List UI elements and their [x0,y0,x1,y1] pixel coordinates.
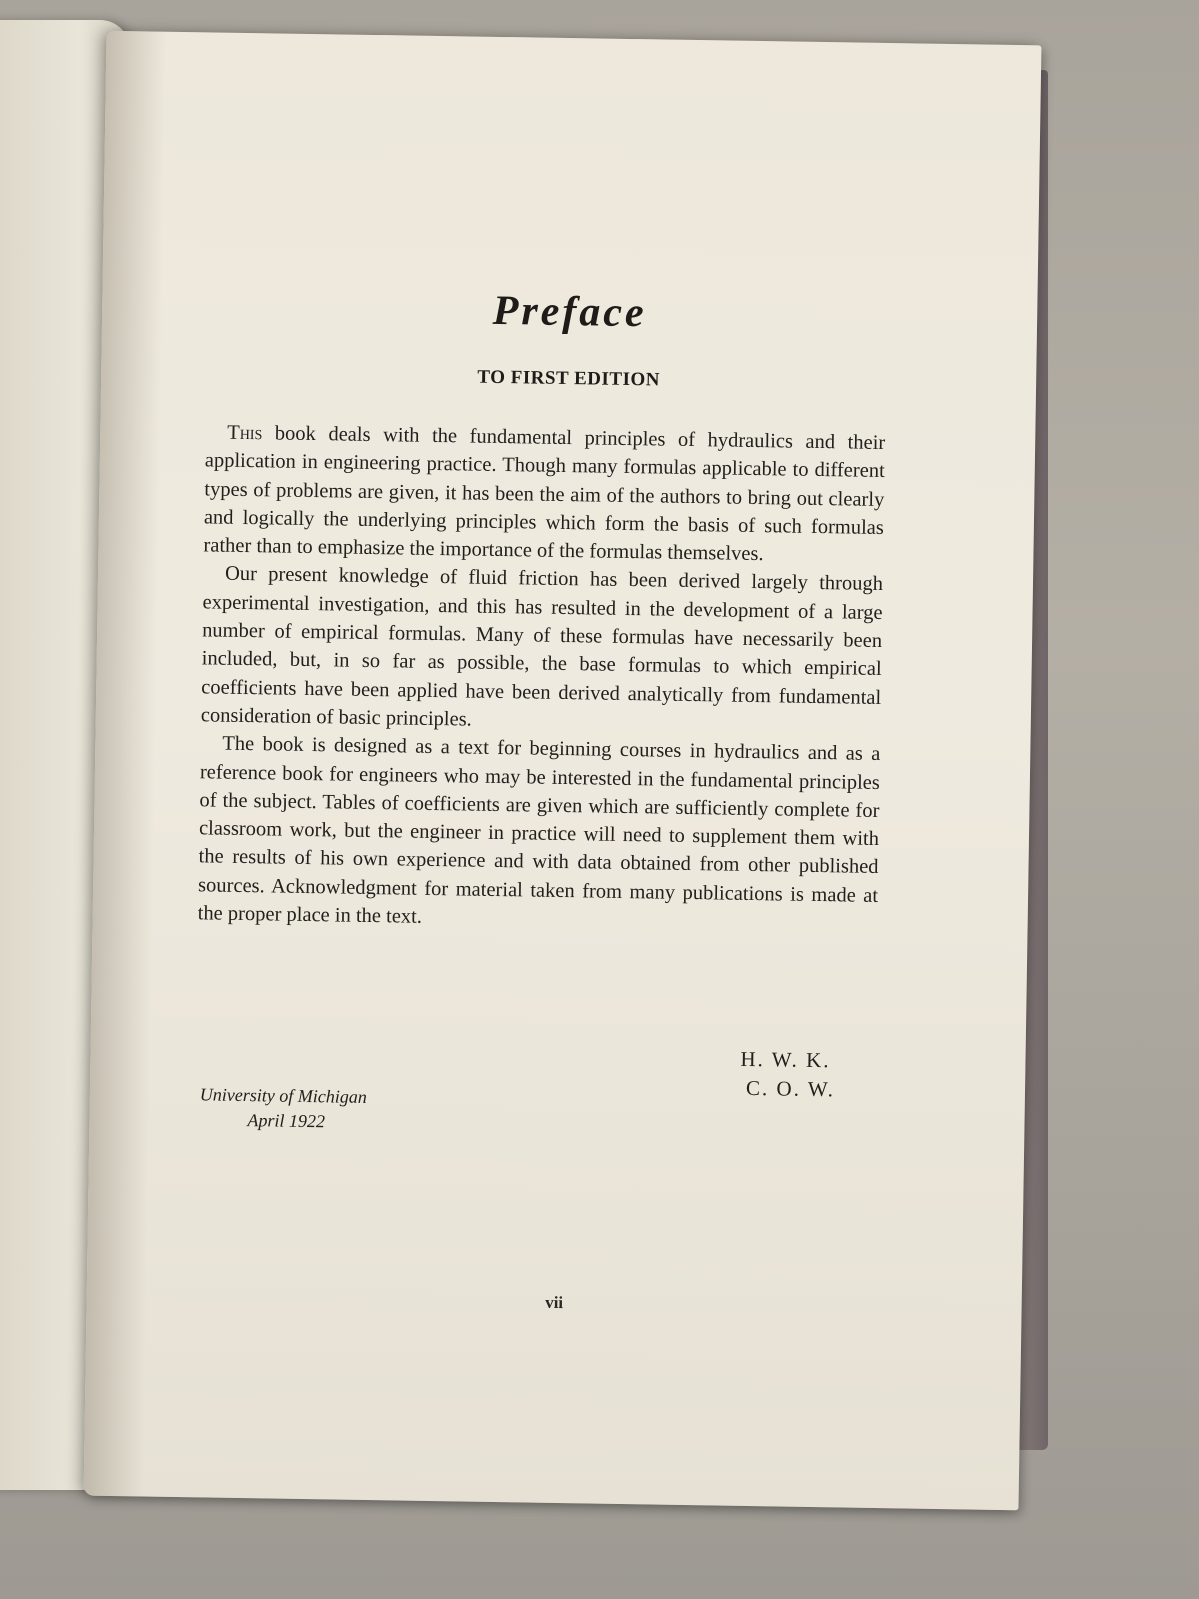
paragraph-lead-word: This [227,421,263,445]
author-initials [740,1045,881,1105]
paragraph-1 [203,418,885,570]
page-title: Preface [492,287,648,337]
paragraph-2: Our present knowledge of fluid friction has been derived largely through experimental investigation, and this has resulted in the development of a large number of empirical formulas. Many of these formulas have necessarily been included, but, in so far as possible, the base formulas to which empirical coefficients have been applied have been derived analytically from fundamental consideration of basic principles. [200,563,884,731]
date-line: April 1922 [247,1110,326,1132]
paragraph-1-text: book deals with the fundamental principles of hydraulics and their application in engineering practice. Though many formulas applicable to different types of problems are given, it has been the aim of the authors to bring out clearly and logically the underlying principles which form the basis of such formulas rather than to emphasize the importance of the formulas themselves. [203,422,886,566]
paragraph-3: The book is designed as a text for beginning courses in hydraulics and as a reference book for engineers who may be interested in the fundamental principles of the subject. Tables of coefficients are given which are sufficiently complete for classroom work, but the engineer in practice will need to supplement them with the results of his own experience and with data obtained from other published sources. Acknowledgment for material taken from many publications is made at the proper place in the text. [197,732,881,928]
author-initials-2: C. O. W. [745,1075,836,1102]
book-page [84,31,1042,1511]
place-name: University of Michigan [199,1084,367,1107]
preface-body [197,418,885,938]
author-initials-1: H. W. K. [740,1046,831,1073]
page-subtitle: TO FIRST EDITION [477,366,661,391]
page-number: vii [545,1292,564,1313]
place-and-date [199,1082,440,1136]
